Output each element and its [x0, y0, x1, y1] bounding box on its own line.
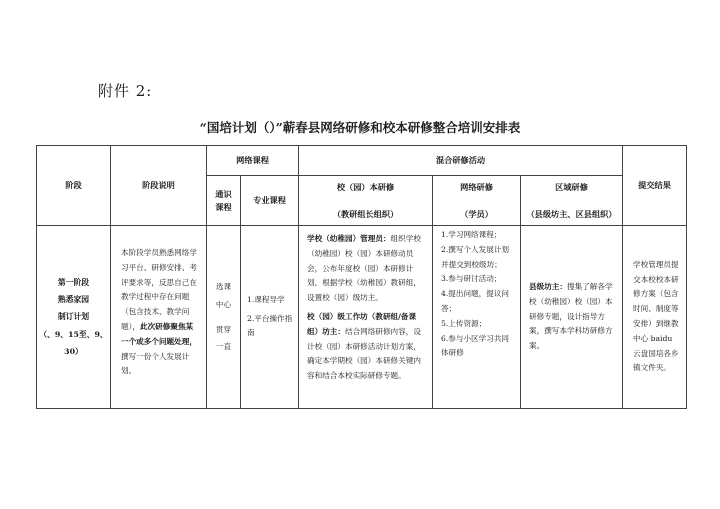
school-workshop-text: 结合网络研修内容，设计校（园）本研修活动计划方案，确定本学期校（园）本研修关键内容和结合本校实际研修专题。: [307, 326, 421, 381]
stage-line: （、9、15至、9、: [39, 329, 108, 339]
stage-line: 第一阶段: [57, 278, 90, 288]
pro-item: 1.课程导学: [247, 294, 285, 304]
stage-line: 熟悉家园: [57, 295, 90, 305]
region-label: 县级坊主：: [529, 282, 567, 291]
stage-line: 制订计划: [57, 312, 90, 322]
header-network-organizer: （学员）: [460, 208, 493, 219]
header-school-title: 校（园）本研修: [336, 182, 395, 193]
desc-text: 本阶段学员熟悉网络学习平台、研修安排、考评要求等，反思自己在教学过程中存在问题（包含技术、教学问题），: [121, 248, 197, 331]
stage-line: 30）: [64, 346, 83, 356]
header-regional-training: [521, 176, 623, 226]
training-schedule-table: [36, 145, 687, 409]
general-course-cell: [207, 226, 241, 409]
header-general-line1: 通识: [215, 189, 232, 200]
desc-bold-text: 此次研修聚焦某一个或多个问题处理，: [121, 321, 197, 346]
general-line: 中心: [215, 299, 232, 309]
school-workshop-label: 校（园）级工作坊（教研组/备课组）坊主：: [307, 311, 417, 336]
general-line: 一直: [215, 342, 232, 352]
desc-tail-text: 撰写一份个人发展计划。: [121, 351, 190, 376]
school-admin-text: 组织学校（幼稚园）校（园）本研修动员会，公布年度校（园）本研修计划，根据学校（幼稚园）教研组，设置校（园）级坊主。: [307, 234, 421, 303]
header-stage: 阶段: [37, 146, 111, 226]
network-item: 6.参与小区学习共同体研修: [441, 333, 510, 358]
stage-cell: [37, 226, 111, 409]
header-school-organizer: （教研组长组织）: [332, 208, 399, 219]
network-item: 2.撰写个人发展计划并提交到校级坊；: [441, 244, 510, 269]
header-submission: 提交结果: [623, 146, 687, 226]
network-item: 1.学习网络课程；: [441, 230, 502, 239]
header-network-course: 网络课程: [207, 146, 299, 176]
document-title: “国培计划（）”蕲春县网络研修和校本研修整合培训安排表: [199, 120, 521, 135]
region-text: 搜集了解各学校（幼稚园）校（园）本研修专题，设计指导方案，撰写本学科坊研修方案。: [529, 282, 613, 351]
header-regional-organizer: （县级坊主、区县组织）: [526, 208, 617, 219]
network-item: 5.上传资源；: [441, 318, 487, 328]
attachment-label: 附件 2:: [98, 82, 153, 100]
general-line: 选课: [215, 282, 232, 292]
network-item: 3.参与研讨活动；: [441, 274, 502, 284]
header-network-training: [433, 176, 521, 226]
header-blended-activities: 混合研修活动: [299, 146, 623, 176]
network-item: 4.提出问题，提议问答；: [441, 289, 510, 313]
header-stage-desc: 阶段说明: [111, 146, 207, 226]
header-regional-title: 区域研修: [555, 182, 588, 193]
regional-training-cell: [521, 226, 623, 409]
header-general-line2: 课程: [215, 201, 232, 212]
header-general-course: [207, 176, 241, 226]
general-line: 贯穿: [215, 325, 232, 334]
submission-cell: 学校管理员提交本校校本研修方案（包含时间、制度等安排）到继教中心 baidu 云盘国培各乡镇文件夹。: [623, 226, 687, 409]
stage-desc-cell: [111, 226, 207, 409]
professional-course-cell: [241, 226, 299, 409]
header-professional-course: 专业课程: [241, 176, 299, 226]
header-school-training: [299, 176, 433, 226]
school-training-cell: [299, 226, 433, 409]
school-admin-label: 学校（幼稚园）管理员：: [307, 234, 391, 243]
network-training-cell: [433, 226, 521, 409]
pro-item: 2.平台操作指南: [247, 313, 293, 338]
header-network-title: 网络研修: [460, 182, 493, 193]
